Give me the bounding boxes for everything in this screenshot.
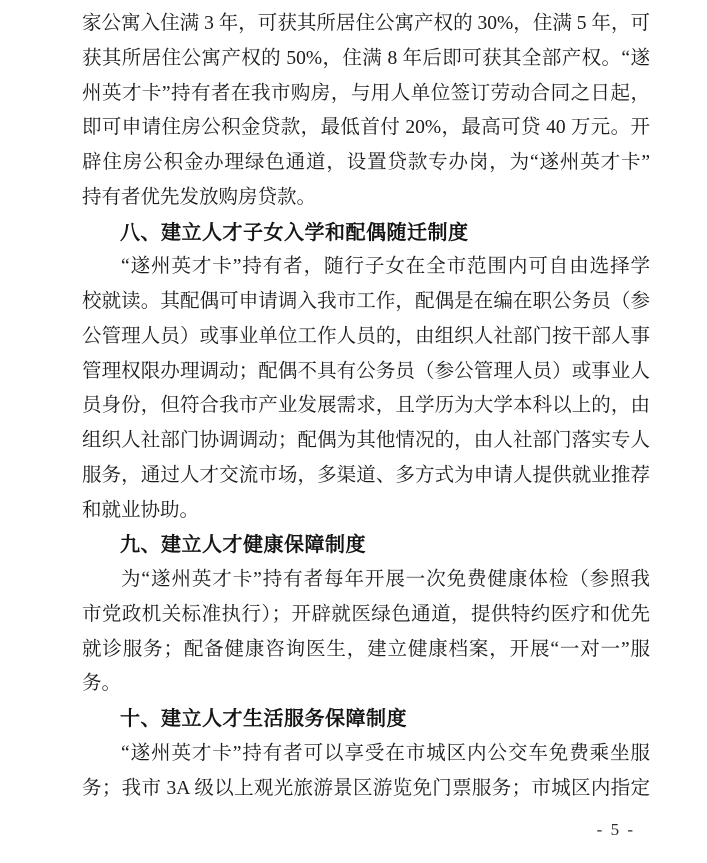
text-line: 组织人社部门协调调动；配偶为其他情况的，由人社部门落实专人 — [82, 430, 650, 451]
text-line: 公管理人员）或事业单位工作人员的，由组织人社部门按干部人事 — [82, 325, 650, 347]
text-line: 服务，通过人才交流市场，多渠道、多方式为申请人提供就业推荐 — [82, 464, 650, 486]
page-number: - 5 - — [596, 820, 635, 839]
text-line: 持有者优先发放购房贷款。 — [82, 186, 317, 208]
text-line: 州英才卡”持有者在我市购房，与用人单位签订劳动合同之日起， — [82, 82, 650, 104]
section-heading: 十、建立人才生活服务保障制度 — [120, 708, 407, 730]
text-line: 即可申请住房公积金贷款，最低首付 20%，最高可贷 40 万元。开 — [82, 117, 650, 139]
text-line: 管理权限办理调动；配偶不具有公务员（参公管理人员）或事业人 — [82, 360, 650, 382]
section-heading: 八、建立人才子女入学和配偶随迁制度 — [120, 221, 469, 244]
text-line: 务。 — [82, 673, 122, 695]
text-line: 市党政机关标准执行）；开辟就医绿色通道，提供特约医疗和优先 — [82, 603, 650, 625]
text-line: 为“遂州英才卡”持有者每年开展一次免费健康体检（参照我 — [121, 569, 650, 590]
text-line: 和就业协助。 — [82, 499, 200, 521]
text-line: 校就读。其配偶可申请调入我市工作，配偶是在编在职公务员（参 — [82, 291, 650, 312]
text-line: “遂州英才卡”持有者可以享受在市城区内公交车免费乘坐服 — [121, 742, 650, 764]
text-line: 家公寓入住满 3 年，可获其所居住公寓产权的 30%，住满 5 年，可 — [82, 13, 650, 34]
text-line: 辟住房公积金办理绿色通道，设置贷款专办岗，为“遂州英才卡” — [82, 152, 650, 173]
document-body — [82, 7, 650, 806]
text-line: “遂州英才卡”持有者，随行子女在全市范围内可自由选择学 — [121, 256, 650, 278]
text-line: 员身份，但符合我市产业发展需求，且学历为大学本科以上的，由 — [82, 395, 650, 417]
text-line: 获其所居住公寓产权的 50%，住满 8 年后即可获其全部产权。“遂 — [82, 47, 650, 69]
text-line: 务；我市 3A 级以上观光旅游景区游览免门票服务；市城区内指定 — [82, 777, 650, 799]
section-heading: 九、建立人才健康保障制度 — [120, 534, 366, 557]
text-line: 就诊服务；配备健康咨询医生，建立健康档案，开展“一对一”服 — [82, 638, 650, 660]
